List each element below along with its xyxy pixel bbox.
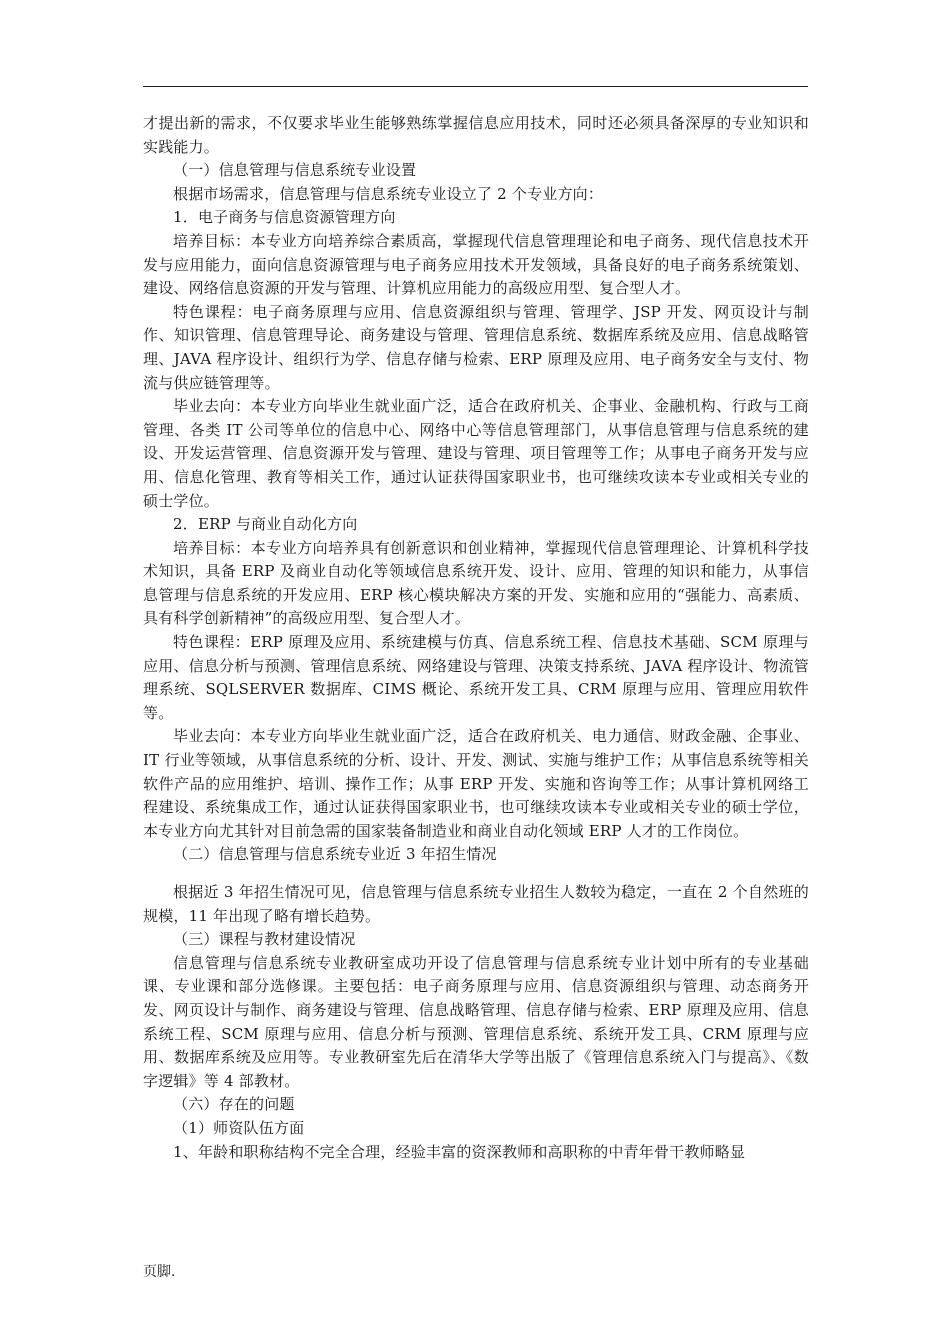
paragraph: 培养目标：本专业方向培养具有创新意识和创业精神，掌握现代信息管理理论、计算机科学技术知识，具备 ERP 及商业自动化等领域信息系统开发、设计、应用、管理的知识和能力，从事信息管理与信息系统的开发应用、ERP 核心模块解决方案的开发、实施和应用的“强能力、高素质、具有科学创新精神”的高级应用型、复合型人才。 — [143, 538, 809, 628]
subsection-heading: 1．电子商务与信息资源管理方向 — [173, 208, 396, 227]
section-heading: （三）课程与教材建设情况 — [173, 930, 356, 949]
paragraph: 毕业去向：本专业方向毕业生就业面广泛，适合在政府机关、企事业、金融机构、行政与工商管理、各类 IT 公司等单位的信息中心、网络中心等信息管理部门，从事信息管理与信息系统的建设、开发运营管理、信息资源开发与管理、建设与管理、项目管理等工作；从事电子商务开发与应用、信息化管理、教育等相关工作，通过认证获得国家职业书，也可继续攻读本专业或相关专业的硕士学位。 — [143, 397, 809, 510]
paragraph: 毕业去向：本专业方向毕业生就业面广泛，适合在政府机关、电力通信、财政金融、企事业、IT 行业等领域，从事信息系统的分析、设计、开发、测试、实施与维护工作；从事信息系统等相关软件产品的应用维护、培训、操作工作；从事 ERP 开发、实施和咨询等工作；从事计算机网络工程建设、系统集成工作，通过认证获得国家职业书，也可继续攻读本专业或相关专业的硕士学位，本专业方向尤其针对目前急需的国家装备制造业和商业自动化领域 ERP 人才的工作岗位。 — [143, 727, 809, 840]
paragraph: 信息管理与信息系统专业教研室成功开设了信息管理与信息系统专业计划中所有的专业基础课、专业课和部分选修课。主要包括：电子商务原理与应用、信息资源组织与管理、动态商务开发、网页设计与制作、商务建设与管理、信息战略管理、信息存储与检索、ERP 原理及应用、信息系统工程、SCM 原理与应用、信息分析与预测、管理信息系统、系统开发工具、CRM 原理与应用、数据库系统及应用等。专业教研室先后在清华大学等出版了《管理信息系统入门与提高》、《数字逻辑》等 4 部教材。 — [143, 953, 809, 1090]
section-heading: （二）信息管理与信息系统专业近 3 年招生情况 — [173, 845, 497, 864]
header-rule — [143, 86, 808, 87]
subsection-heading: （1）师资队伍方面 — [173, 1118, 305, 1137]
paragraph: 1、年龄和职称结构不完全合理，经验丰富的资深教师和高职称的中青年骨干教师略显 — [173, 1142, 746, 1161]
body-text — [143, 112, 809, 1164]
paragraph: 根据市场需求，信息管理与信息系统专业设立了 2 个专业方向： — [173, 184, 604, 203]
subsection-heading: 2．ERP 与商业自动化方向 — [173, 515, 358, 534]
section-heading: （六）存在的问题 — [173, 1095, 295, 1114]
page-footer: 页脚. — [143, 1264, 176, 1280]
paragraph: 根据近 3 年招生情况可见，信息管理与信息系统专业招生人数较为稳定，一直在 2 个自然班的规模，11 年出现了略有增长趋势。 — [143, 883, 809, 925]
section-heading: （一）信息管理与信息系统专业设置 — [173, 161, 417, 180]
paragraph: 培养目标：本专业方向培养综合素质高，掌握现代信息管理理论和电子商务、现代信息技术开发与应用能力，面向信息资源管理与电子商务应用技术开发领域，具备良好的电子商务系统策划、建设、网络信息资源的开发与管理、计算机应用能力的高级应用型、复合型人才。 — [143, 231, 809, 298]
paragraph: 特色课程：ERP 原理及应用、系统建模与仿真、信息系统工程、信息技术基础、SCM 原理与应用、信息分析与预测、管理信息系统、网络建设与管理、决策支持系统、JAVA 程序设计、物流管理系统、SQLSERVER 数据库、CIMS 概论、系统开发工具、CRM 原理与应用、管理应用软件等。 — [143, 633, 809, 722]
paragraph: 才提出新的需求，不仅要求毕业生能够熟练掌握信息应用技术，同时还必须具备深厚的专业知识和实践能力。 — [143, 114, 809, 156]
paragraph: 特色课程：电子商务原理与应用、信息资源组织与管理、管理学、JSP 开发、网页设计与制作、知识管理、信息管理导论、商务建设与管理、管理信息系统、数据库系统及应用、信息战略管理、JAVA 程序设计、组织行为学、信息存储与检索、ERP 原理及应用、电子商务安全与支付、物流与供应链管理等。 — [143, 302, 809, 392]
